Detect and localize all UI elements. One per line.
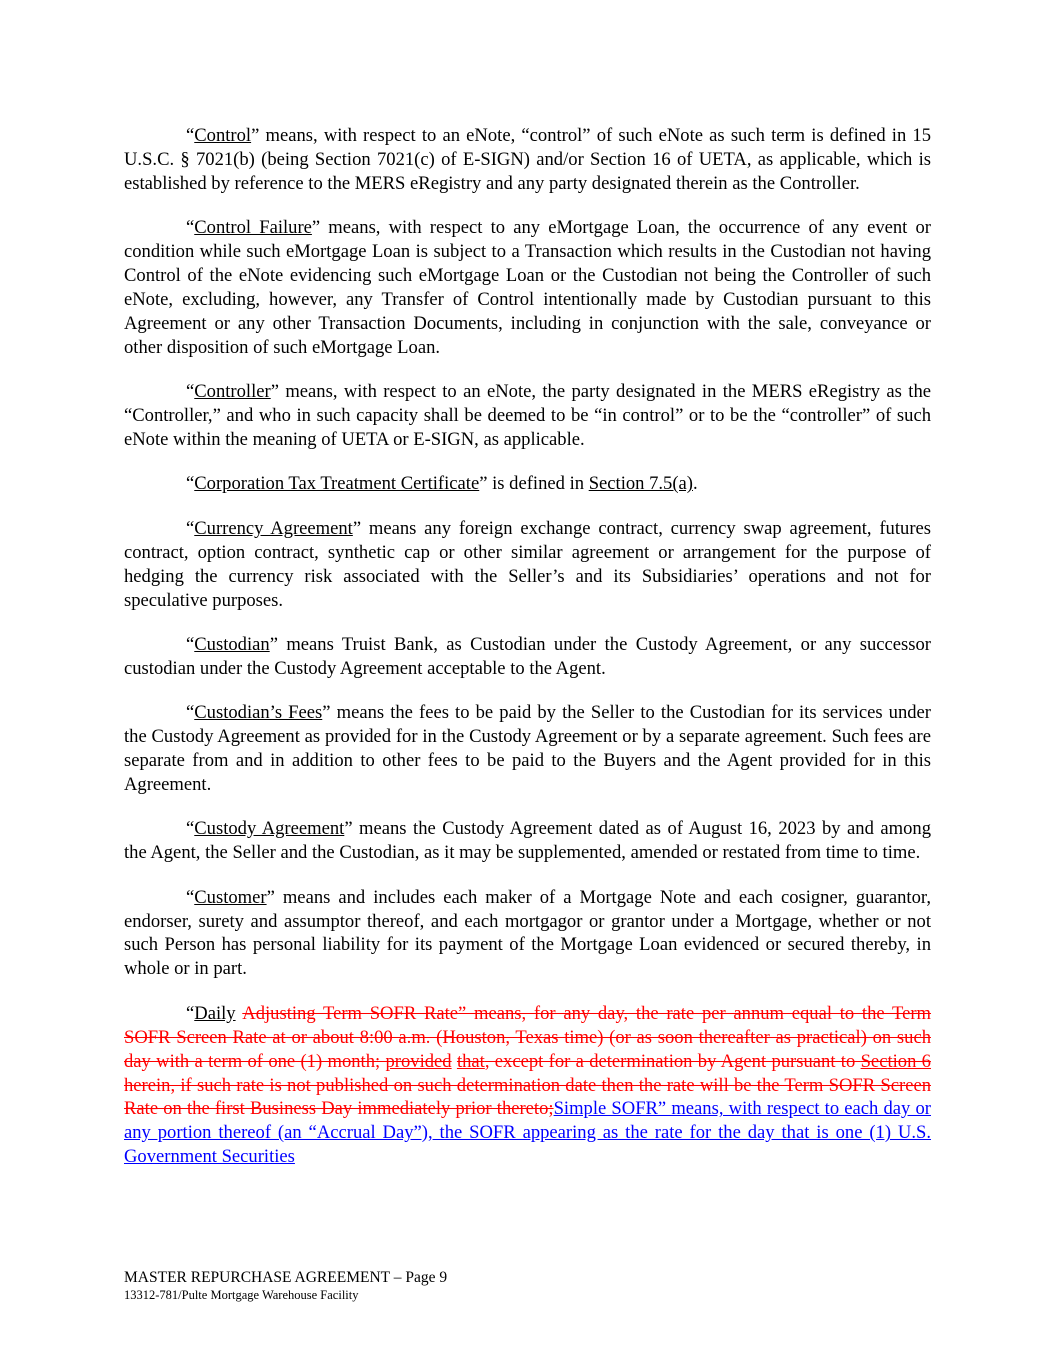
open-quote: “ <box>186 1002 195 1024</box>
page-footer <box>124 1268 931 1303</box>
open-quote: “ <box>186 886 195 908</box>
definition-text-end: . <box>693 473 698 495</box>
open-quote: “ <box>186 125 195 146</box>
definition-custodians-fees <box>124 701 931 797</box>
open-quote: “ <box>186 517 195 539</box>
defined-term: Custodian’s Fees <box>194 702 323 724</box>
defined-term: Customer <box>194 886 267 908</box>
open-quote: “ <box>186 217 195 239</box>
defined-term-kept: Daily <box>194 1002 236 1024</box>
definition-text: ” means the fees to be paid by the Seller to the Custodian for its services under the Custody Agreement as provided for in the Custody Agreement or by a separate agreement. Such fees are separate from and in addition to other fees to be paid to the Buyers and the Agent provided for in this Agreement. <box>124 702 931 795</box>
open-quote: “ <box>186 818 195 840</box>
deleted-section-reference: Section 6 <box>860 1050 931 1072</box>
open-quote: “ <box>186 381 195 403</box>
defined-term: Corporation Tax Treatment Certificate <box>194 473 480 495</box>
definition-text: ” is defined in <box>479 473 589 495</box>
definition-daily-simple-sofr-redline <box>124 1002 931 1169</box>
deleted-text: , except for a determination by Agent pursuant to <box>484 1050 861 1072</box>
definition-text: ” means any foreign exchange contract, currency swap agreement, futures contract, option contract, synthetic cap or other similar agreement or arrangement for the purpose of hedging the currency risk associated with the Seller’s and its Subsidiaries’ operations and not for speculative purposes. <box>124 517 931 611</box>
defined-term: Custodian <box>194 633 270 655</box>
definition-corporation-tax-treatment-certificate <box>124 472 931 496</box>
open-quote: “ <box>186 633 195 655</box>
definition-text: ” means, with respect to any eMortgage Loan, the occurrence of any event or condition while such eMortgage Loan is subject to a Transaction which results in the Custodian not having Control of the eNote evidencing such eMortgage Loan or the Custodian not being the Controller of such eNote, excluding, however, any Transfer of Control intentionally made by Custodian pursuant to this Agreement or any other Transaction Documents, including in conjunction with the sale, conveyance or other disposition of such eMortgage Loan. <box>124 217 931 358</box>
footer-title: MASTER REPURCHASE AGREEMENT – Page 9 <box>124 1269 448 1286</box>
deleted-that: that <box>456 1050 485 1072</box>
definition-control <box>124 124 931 196</box>
inserted-text: Simple SOFR” means, with respect to each day or any portion thereof (an “Accrual Day”), the SOFR appearing as the rate for the day that is one (1) U.S. Government Securities <box>124 1098 931 1168</box>
definition-custodian <box>124 633 931 681</box>
section-reference: Section 7.5(a) <box>588 473 693 495</box>
defined-term: Currency Agreement <box>194 517 353 539</box>
definition-text: ” means, with respect to an eNote, “control” of such eNote as such term is defined in 15 U.S.C. § 7021(b) (being Section 7021(c) of E-SIGN) and/or Section 16 of UETA, as applicable, which is established by reference to the MERS eRegistry and any party designated therein as the Controller. <box>124 125 931 194</box>
definition-currency-agreement <box>124 517 931 613</box>
open-quote: “ <box>186 702 195 724</box>
definition-text: ” means Truist Bank, as Custodian under the Custody Agreement, or any successor custodian under the Custody Agreement acceptable to the Agent. <box>124 633 931 679</box>
deleted-text: ” means, for any day, the rate per annum equal to the Term SOFR Screen Rate at or about 8:00 a.m. (Houston, Texas time) (or as soon thereafter as practical) on such day with a term of one (1) month; <box>124 1002 932 1072</box>
defined-term: Custody Agreement <box>194 818 345 840</box>
document-page <box>124 124 931 1190</box>
defined-term: Controller <box>194 381 271 403</box>
definition-control-failure <box>124 216 931 359</box>
definition-text: ” means, with respect to an eNote, the party designated in the MERS eRegistry as the “Controller,” and who in such capacity shall be deemed to be “in control” or to be the “controller” of such eNote within the meaning of UETA or E-SIGN, as applicable. <box>124 381 931 450</box>
definition-custody-agreement <box>124 817 931 865</box>
deleted-text: herein, if such rate is not published on such determination date then the rate will be the Term SOFR Screen Rate on the first Business Day immediately prior thereto; <box>124 1074 931 1120</box>
footer-document-reference: 13312-781/Pulte Mortgage Warehouse Facility <box>124 1288 359 1302</box>
deleted-term: Adjusting Term SOFR Rate <box>242 1002 459 1024</box>
open-quote: “ <box>186 473 195 495</box>
definition-text: ” means the Custody Agreement dated as of August 16, 2023 by and among the Agent, the Seller and the Custodian, as it may be supplemented, amended or restated from time to time. <box>124 818 931 864</box>
defined-term: Control Failure <box>194 217 312 239</box>
definition-customer <box>124 886 931 982</box>
deleted-provided: provided <box>385 1050 452 1072</box>
defined-term: Control <box>194 125 252 146</box>
definition-text: ” means and includes each maker of a Mortgage Note and each cosigner, guarantor, endorser, surety and assumptor thereof, and each mortgagor or grantor under a Mortgage, whether or not such Person has personal liability for its payment of the Mortgage Loan evidenced or secured thereby, in whole or in part. <box>124 886 931 980</box>
definition-controller <box>124 380 931 452</box>
